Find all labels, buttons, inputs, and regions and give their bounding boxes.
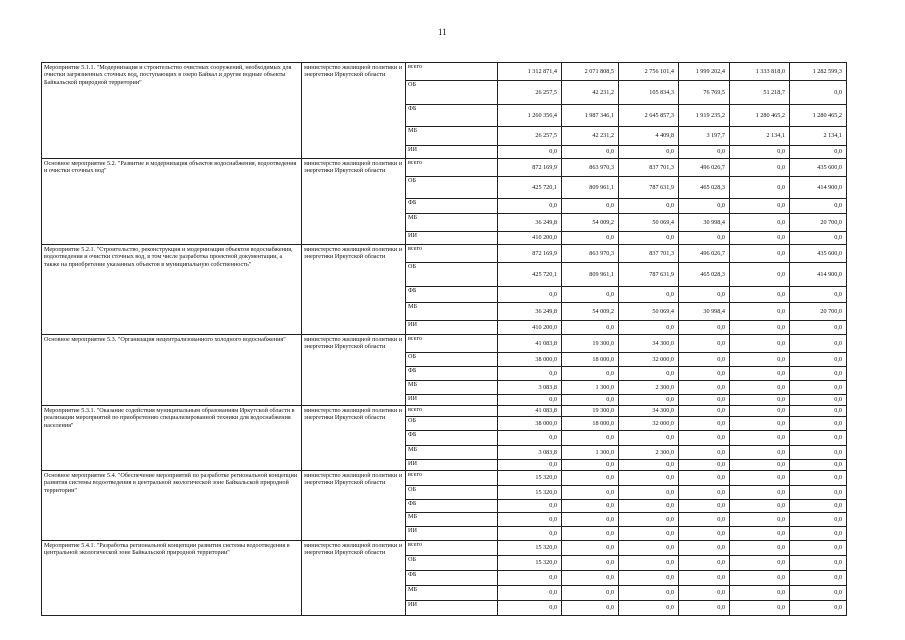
value-cell: 0,0 xyxy=(790,367,847,381)
value-cell: 0,0 xyxy=(679,406,730,417)
value-cell: 105 834,3 xyxy=(619,81,679,105)
value-cell: 0,0 xyxy=(619,527,679,541)
funding-source-cell: всего xyxy=(406,63,498,81)
value-cell: 0,0 xyxy=(790,199,847,214)
value-cell: 0,0 xyxy=(619,431,679,446)
funding-source-cell: ОБ xyxy=(406,353,498,367)
funding-source-cell: МБ xyxy=(406,381,498,395)
value-cell: 0,0 xyxy=(498,586,562,601)
value-cell: 0,0 xyxy=(679,287,730,303)
value-cell: 0,0 xyxy=(790,541,847,556)
funding-source-cell: всего xyxy=(406,335,498,353)
funding-source-cell: ФБ xyxy=(406,287,498,303)
value-cell: 42 231,2 xyxy=(562,81,619,105)
value-cell: 0,0 xyxy=(619,146,679,159)
value-cell: 0,0 xyxy=(790,500,847,513)
table-row xyxy=(42,335,847,353)
value-cell: 0,0 xyxy=(730,335,790,353)
value-cell: 0,0 xyxy=(498,146,562,159)
value-cell: 0,0 xyxy=(679,199,730,214)
value-cell: 42 231,2 xyxy=(562,127,619,146)
value-cell: 0,0 xyxy=(790,381,847,395)
value-cell: 0,0 xyxy=(790,471,847,486)
table-row xyxy=(42,63,847,81)
value-cell: 0,0 xyxy=(730,263,790,287)
funding-source-cell: ИИ xyxy=(406,460,498,471)
funding-source-cell: МБ xyxy=(406,214,498,232)
value-cell: 0,0 xyxy=(562,586,619,601)
value-cell: 410 200,0 xyxy=(498,232,562,245)
value-cell: 0,0 xyxy=(730,586,790,601)
funding-source-cell: ОБ xyxy=(406,263,498,287)
value-cell: 2 134,1 xyxy=(730,127,790,146)
value-cell: 414 900,0 xyxy=(790,263,847,287)
value-cell: 435 600,0 xyxy=(790,159,847,177)
value-cell: 0,0 xyxy=(562,287,619,303)
value-cell: 0,0 xyxy=(619,287,679,303)
value-cell: 0,0 xyxy=(679,232,730,245)
value-cell: 2 300,0 xyxy=(619,381,679,395)
value-cell: 1 280 465,2 xyxy=(730,105,790,127)
value-cell: 0,0 xyxy=(679,417,730,431)
funding-source-cell: всего xyxy=(406,406,498,417)
value-cell: 0,0 xyxy=(679,586,730,601)
value-cell: 0,0 xyxy=(790,146,847,159)
value-cell: 41 083,8 xyxy=(498,335,562,353)
value-cell: 0,0 xyxy=(562,527,619,541)
funding-source-cell: ФБ xyxy=(406,199,498,214)
value-cell: 0,0 xyxy=(730,571,790,586)
value-cell: 3 197,7 xyxy=(679,127,730,146)
value-cell: 0,0 xyxy=(619,556,679,571)
value-cell: 76 769,5 xyxy=(679,81,730,105)
funding-source-cell: ФБ xyxy=(406,500,498,513)
value-cell: 0,0 xyxy=(679,431,730,446)
value-cell: 0,0 xyxy=(498,513,562,527)
value-cell: 0,0 xyxy=(498,431,562,446)
value-cell: 787 631,9 xyxy=(619,177,679,199)
value-cell: 41 083,8 xyxy=(498,406,562,417)
value-cell: 0,0 xyxy=(498,500,562,513)
activity-cell: Основное мероприятие 5.2. "Развитие и модернизация объектов водоснабжения, водоотведения и очистки сточных вод" xyxy=(42,159,302,245)
value-cell: 0,0 xyxy=(679,541,730,556)
value-cell: 0,0 xyxy=(679,571,730,586)
value-cell: 0,0 xyxy=(619,395,679,406)
value-cell: 0,0 xyxy=(619,601,679,616)
value-cell: 0,0 xyxy=(679,500,730,513)
value-cell: 0,0 xyxy=(562,367,619,381)
value-cell: 0,0 xyxy=(790,586,847,601)
value-cell: 837 701,3 xyxy=(619,159,679,177)
value-cell: 2 756 101,4 xyxy=(619,63,679,81)
value-cell: 0,0 xyxy=(730,146,790,159)
value-cell: 0,0 xyxy=(562,513,619,527)
value-cell: 0,0 xyxy=(730,527,790,541)
funding-source-cell: ИИ xyxy=(406,527,498,541)
value-cell: 0,0 xyxy=(498,395,562,406)
value-cell: 0,0 xyxy=(730,406,790,417)
value-cell: 0,0 xyxy=(679,353,730,367)
value-cell: 0,0 xyxy=(730,417,790,431)
value-cell: 0,0 xyxy=(790,395,847,406)
value-cell: 32 000,0 xyxy=(619,417,679,431)
funding-source-cell: МБ xyxy=(406,446,498,460)
value-cell: 30 998,4 xyxy=(679,214,730,232)
value-cell: 0,0 xyxy=(498,527,562,541)
value-cell: 0,0 xyxy=(730,395,790,406)
value-cell: 1 312 871,4 xyxy=(498,63,562,81)
table-row xyxy=(42,471,847,486)
funding-source-cell: ОБ xyxy=(406,177,498,199)
funding-source-cell: МБ xyxy=(406,127,498,146)
value-cell: 0,0 xyxy=(562,460,619,471)
value-cell: 15 320,0 xyxy=(498,471,562,486)
value-cell: 425 720,1 xyxy=(498,177,562,199)
funding-source-cell: ФБ xyxy=(406,105,498,127)
value-cell: 0,0 xyxy=(562,541,619,556)
value-cell: 38 000,0 xyxy=(498,417,562,431)
value-cell: 425 720,1 xyxy=(498,263,562,287)
funding-source-cell: ИИ xyxy=(406,601,498,616)
value-cell: 26 257,5 xyxy=(498,127,562,146)
value-cell: 0,0 xyxy=(498,199,562,214)
value-cell: 0,0 xyxy=(730,486,790,500)
value-cell: 0,0 xyxy=(730,446,790,460)
value-cell: 1 919 235,2 xyxy=(679,105,730,127)
funding-source-cell: ОБ xyxy=(406,417,498,431)
funding-source-cell: ОБ xyxy=(406,556,498,571)
value-cell: 0,0 xyxy=(562,431,619,446)
funding-source-cell: МБ xyxy=(406,513,498,527)
activity-cell: Мероприятие 5.4.1. "Разработка региональной концепции развития системы водоотведения в центральной экологической зоне Байкальской природной территории" xyxy=(42,541,302,616)
value-cell: 20 700,0 xyxy=(790,303,847,321)
value-cell: 0,0 xyxy=(562,395,619,406)
value-cell: 54 009,2 xyxy=(562,214,619,232)
value-cell: 809 961,1 xyxy=(562,263,619,287)
value-cell: 0,0 xyxy=(730,353,790,367)
value-cell: 0,0 xyxy=(790,335,847,353)
value-cell: 0,0 xyxy=(790,287,847,303)
value-cell: 0,0 xyxy=(730,159,790,177)
value-cell: 0,0 xyxy=(730,367,790,381)
value-cell: 0,0 xyxy=(730,513,790,527)
budget-table xyxy=(41,62,847,616)
executor-cell: министерство жилищной политики и энергетики Иркутской области xyxy=(302,335,406,406)
value-cell: 0,0 xyxy=(679,513,730,527)
executor-cell: министерство жилищной политики и энергетики Иркутской области xyxy=(302,541,406,616)
value-cell: 2 300,0 xyxy=(619,446,679,460)
value-cell: 0,0 xyxy=(730,601,790,616)
value-cell: 0,0 xyxy=(790,406,847,417)
value-cell: 1 999 202,4 xyxy=(679,63,730,81)
funding-source-cell: ФБ xyxy=(406,367,498,381)
activity-cell: Мероприятие 5.1.1. "Модернизация и строительство очистных сооружений, необходимых для очистки загрязненных сточных вод, поступающих в озеро Байкал и другие водные объекты Байкальской природной территории" xyxy=(42,63,302,159)
funding-source-cell: МБ xyxy=(406,586,498,601)
value-cell: 0,0 xyxy=(679,446,730,460)
value-cell: 0,0 xyxy=(562,321,619,335)
value-cell: 0,0 xyxy=(562,556,619,571)
value-cell: 787 631,9 xyxy=(619,263,679,287)
executor-cell: министерство жилищной политики и энергетики Иркутской области xyxy=(302,471,406,541)
value-cell: 0,0 xyxy=(679,381,730,395)
value-cell: 0,0 xyxy=(498,367,562,381)
value-cell: 0,0 xyxy=(679,395,730,406)
value-cell: 465 028,3 xyxy=(679,177,730,199)
value-cell: 51 218,7 xyxy=(730,81,790,105)
value-cell: 1 987 346,1 xyxy=(562,105,619,127)
value-cell: 0,0 xyxy=(730,460,790,471)
value-cell: 0,0 xyxy=(619,571,679,586)
value-cell: 0,0 xyxy=(562,486,619,500)
value-cell: 0,0 xyxy=(619,199,679,214)
value-cell: 0,0 xyxy=(790,81,847,105)
value-cell: 872 169,9 xyxy=(498,159,562,177)
value-cell: 0,0 xyxy=(619,541,679,556)
funding-source-cell: ИИ xyxy=(406,395,498,406)
value-cell: 0,0 xyxy=(619,500,679,513)
value-cell: 1 333 818,0 xyxy=(730,63,790,81)
value-cell: 0,0 xyxy=(679,486,730,500)
value-cell: 0,0 xyxy=(498,287,562,303)
funding-source-cell: ОБ xyxy=(406,81,498,105)
value-cell: 2 134,1 xyxy=(790,127,847,146)
value-cell: 19 300,0 xyxy=(562,335,619,353)
value-cell: 0,0 xyxy=(679,527,730,541)
value-cell: 20 700,0 xyxy=(790,214,847,232)
value-cell: 2 071 808,5 xyxy=(562,63,619,81)
value-cell: 0,0 xyxy=(790,513,847,527)
activity-cell: Основное мероприятие 5.3. "Организация нецентрализованного холодного водоснабжения" xyxy=(42,335,302,406)
activity-cell: Мероприятие 5.3.1. "Оказание содействия муниципальным образованиям Иркутской области в реализации мероприятий по приобретению специализированной техники для водоснабжения населения" xyxy=(42,406,302,471)
value-cell: 0,0 xyxy=(562,500,619,513)
value-cell: 0,0 xyxy=(679,367,730,381)
executor-cell: министерство жилищной политики и энергетики Иркутской области xyxy=(302,159,406,245)
funding-source-cell: всего xyxy=(406,245,498,263)
value-cell: 0,0 xyxy=(730,199,790,214)
value-cell: 0,0 xyxy=(562,571,619,586)
value-cell: 3 083,8 xyxy=(498,446,562,460)
value-cell: 0,0 xyxy=(562,601,619,616)
value-cell: 0,0 xyxy=(679,321,730,335)
page-number: 11 xyxy=(438,27,447,37)
funding-source-cell: ИИ xyxy=(406,321,498,335)
value-cell: 30 998,4 xyxy=(679,303,730,321)
funding-source-cell: всего xyxy=(406,471,498,486)
value-cell: 26 257,5 xyxy=(498,81,562,105)
value-cell: 38 000,0 xyxy=(498,353,562,367)
funding-source-cell: всего xyxy=(406,159,498,177)
value-cell: 0,0 xyxy=(730,214,790,232)
value-cell: 0,0 xyxy=(679,556,730,571)
value-cell: 0,0 xyxy=(790,527,847,541)
executor-cell: министерство жилищной политики и энергетики Иркутской области xyxy=(302,63,406,159)
value-cell: 1 300,0 xyxy=(562,381,619,395)
executor-cell: министерство жилищной политики и энергетики Иркутской области xyxy=(302,406,406,471)
value-cell: 0,0 xyxy=(790,232,847,245)
value-cell: 0,0 xyxy=(619,471,679,486)
value-cell: 0,0 xyxy=(498,460,562,471)
value-cell: 809 961,1 xyxy=(562,177,619,199)
value-cell: 0,0 xyxy=(562,471,619,486)
value-cell: 0,0 xyxy=(790,556,847,571)
value-cell: 435 600,0 xyxy=(790,245,847,263)
value-cell: 0,0 xyxy=(619,486,679,500)
value-cell: 0,0 xyxy=(790,417,847,431)
value-cell: 410 200,0 xyxy=(498,321,562,335)
activity-cell: Основное мероприятие 5.4. "Обеспечение мероприятий по разработке региональной концепции развития системы водоотведения в центральной экологической зоне Байкальской природной территории" xyxy=(42,471,302,541)
value-cell: 4 409,8 xyxy=(619,127,679,146)
value-cell: 1 280 465,2 xyxy=(790,105,847,127)
value-cell: 0,0 xyxy=(679,471,730,486)
table-row xyxy=(42,541,847,556)
value-cell: 34 300,0 xyxy=(619,335,679,353)
value-cell: 1 300,0 xyxy=(562,446,619,460)
value-cell: 0,0 xyxy=(619,232,679,245)
value-cell: 50 069,4 xyxy=(619,214,679,232)
value-cell: 0,0 xyxy=(619,586,679,601)
executor-cell: министерство жилищной политики и энергетики Иркутской области xyxy=(302,245,406,335)
funding-source-cell: ОБ xyxy=(406,486,498,500)
value-cell: 18 000,0 xyxy=(562,417,619,431)
table-row xyxy=(42,159,847,177)
value-cell: 872 169,9 xyxy=(498,245,562,263)
value-cell: 36 249,8 xyxy=(498,214,562,232)
value-cell: 15 320,0 xyxy=(498,486,562,500)
value-cell: 0,0 xyxy=(730,321,790,335)
funding-source-cell: ФБ xyxy=(406,431,498,446)
value-cell: 50 069,4 xyxy=(619,303,679,321)
value-cell: 863 970,3 xyxy=(562,159,619,177)
value-cell: 0,0 xyxy=(619,513,679,527)
value-cell: 0,0 xyxy=(790,486,847,500)
value-cell: 0,0 xyxy=(562,199,619,214)
value-cell: 0,0 xyxy=(790,353,847,367)
value-cell: 15 320,0 xyxy=(498,556,562,571)
value-cell: 0,0 xyxy=(679,146,730,159)
value-cell: 0,0 xyxy=(790,431,847,446)
value-cell: 34 300,0 xyxy=(619,406,679,417)
value-cell: 32 000,0 xyxy=(619,353,679,367)
value-cell: 0,0 xyxy=(679,335,730,353)
value-cell: 0,0 xyxy=(790,601,847,616)
value-cell: 837 701,3 xyxy=(619,245,679,263)
value-cell: 19 300,0 xyxy=(562,406,619,417)
value-cell: 0,0 xyxy=(562,232,619,245)
value-cell: 0,0 xyxy=(562,146,619,159)
value-cell: 863 970,3 xyxy=(562,245,619,263)
value-cell: 0,0 xyxy=(730,541,790,556)
value-cell: 54 009,2 xyxy=(562,303,619,321)
value-cell: 0,0 xyxy=(730,556,790,571)
table-row xyxy=(42,406,847,417)
value-cell: 1 282 599,3 xyxy=(790,63,847,81)
value-cell: 0,0 xyxy=(730,245,790,263)
activity-cell: Мероприятие 5.2.1. "Строительство, реконструкция и модернизация объектов водоснабжения, водоотведения и очистки сточных вод, в том числе разработка проектной документации, а также на приобретение указанных объектов в муниципальную собственность" xyxy=(42,245,302,335)
value-cell: 0,0 xyxy=(730,431,790,446)
value-cell: 18 000,0 xyxy=(562,353,619,367)
value-cell: 0,0 xyxy=(679,601,730,616)
value-cell: 0,0 xyxy=(619,367,679,381)
value-cell: 496 026,7 xyxy=(679,245,730,263)
value-cell: 2 645 857,3 xyxy=(619,105,679,127)
table-row xyxy=(42,245,847,263)
funding-source-cell: ИИ xyxy=(406,232,498,245)
value-cell: 0,0 xyxy=(730,232,790,245)
value-cell: 0,0 xyxy=(790,460,847,471)
value-cell: 465 028,3 xyxy=(679,263,730,287)
value-cell: 0,0 xyxy=(679,460,730,471)
value-cell: 0,0 xyxy=(730,303,790,321)
value-cell: 0,0 xyxy=(790,571,847,586)
value-cell: 0,0 xyxy=(730,500,790,513)
funding-source-cell: всего xyxy=(406,541,498,556)
funding-source-cell: ИИ xyxy=(406,146,498,159)
value-cell: 0,0 xyxy=(730,177,790,199)
value-cell: 36 249,8 xyxy=(498,303,562,321)
value-cell: 3 083,8 xyxy=(498,381,562,395)
value-cell: 0,0 xyxy=(730,287,790,303)
value-cell: 0,0 xyxy=(619,321,679,335)
value-cell: 0,0 xyxy=(730,381,790,395)
value-cell: 1 260 356,4 xyxy=(498,105,562,127)
value-cell: 496 026,7 xyxy=(679,159,730,177)
value-cell: 0,0 xyxy=(498,571,562,586)
value-cell: 414 900,0 xyxy=(790,177,847,199)
value-cell: 0,0 xyxy=(790,321,847,335)
funding-source-cell: МБ xyxy=(406,303,498,321)
value-cell: 0,0 xyxy=(790,446,847,460)
value-cell: 0,0 xyxy=(730,471,790,486)
value-cell: 15 320,0 xyxy=(498,541,562,556)
funding-source-cell: ФБ xyxy=(406,571,498,586)
value-cell: 0,0 xyxy=(619,460,679,471)
value-cell: 0,0 xyxy=(498,601,562,616)
